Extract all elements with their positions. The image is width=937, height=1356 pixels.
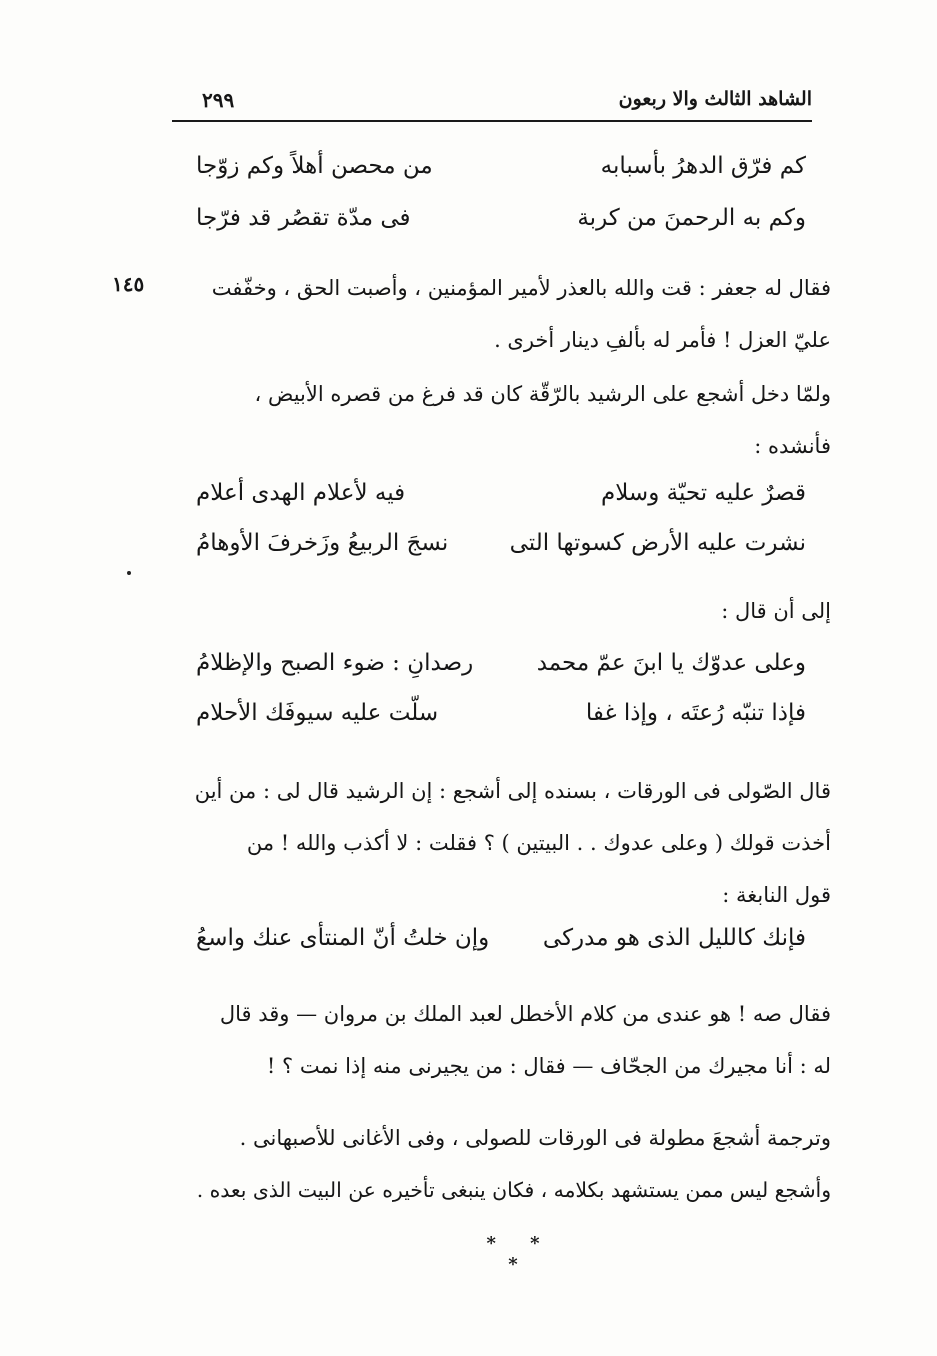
text-line: فقال صه ! هو عندى من كلام الأخطل لعبد الملك بن مروان — وقد قال — [219, 1002, 831, 1026]
margin-verse-number: ١٤٥ — [112, 272, 145, 296]
text-line: قال الصّولى فى الورقات ، بسنده إلى أشجع : إن الرشيد قال لى : من أين — [194, 779, 831, 803]
verse-line — [196, 153, 806, 197]
page-header — [172, 78, 812, 120]
text-line: فأنشده : — [754, 434, 831, 458]
text-line: عليّ العزل ! فأمر له بألفِ دينار أخرى . — [494, 328, 831, 352]
text-line: له : أنا مجيرك من الجحّاف — فقال : من يجيرنى منه إذا نمت ؟ ! — [266, 1054, 831, 1078]
verse-line — [196, 700, 806, 744]
paragraph — [183, 1112, 831, 1216]
text-line: إلى أن قال : — [721, 599, 831, 623]
verse-first-hemistich: فإذا تنبّه رُعتَه ، وإذا غفا — [585, 700, 806, 726]
text-line: قول النابغة : — [722, 883, 831, 907]
paragraph — [183, 262, 831, 366]
verse-second-hemistich: وإن خلتُ أنّ المنتأى عنك واسعُ — [196, 925, 490, 951]
verse-line — [196, 205, 806, 249]
verse-first-hemistich: فإنك كالليل الذى هو مدركى — [542, 925, 806, 951]
verse-first-hemistich: وكم به الرحمنَ من كربة — [577, 205, 806, 231]
text-line: وترجمة أشجعَ مطولة فى الورقات للصولى ، وفى الأغانى للأصبهانى . — [239, 1126, 831, 1150]
header-rule — [172, 120, 812, 122]
text-line: أخذت قولك ( وعلى عدوك . . البيتين ) ؟ فقلت : لا أكذب والله ! من — [246, 831, 831, 855]
verse-second-hemistich: من محصن أهلاً وكم زوّجا — [196, 153, 433, 179]
text-line: فقال له جعفر : قت والله بالعذر لأمير المؤمنين ، وأصبت الحق ، وخفّفت — [211, 276, 831, 300]
verse-first-hemistich: نشرت عليه الأرض كسوتها التى — [509, 530, 806, 556]
paragraph — [183, 368, 831, 472]
paragraph — [183, 765, 831, 921]
verse-line — [196, 650, 806, 694]
verse-second-hemistich: نسجَ الربيعُ وزَخرفَ الأوهامُ — [196, 530, 449, 556]
text-line: وأشجع ليس ممن يستشهد بكلامه ، فكان ينبغى تأخيره عن البيت الذى بعده . — [196, 1178, 831, 1202]
verse-first-hemistich: كم فرّق الدهرُ بأسبابه — [600, 153, 806, 179]
paragraph — [183, 585, 831, 637]
verse-line — [196, 530, 806, 574]
running-head: الشاهد الثالث والا ربعون — [618, 88, 812, 110]
section-separator: * * * — [486, 1233, 554, 1275]
text-line: ولمّا دخل أشجع على الرشيد بالرّقّة كان قد فرغ من قصره الأبيض ، — [254, 382, 831, 406]
verse-second-hemistich: فيه لأعلام الهدى أعلام — [196, 480, 406, 506]
verse-line — [196, 925, 806, 969]
verse-first-hemistich: وعلى عدوّك يا ابنَ عمّ محمد — [536, 650, 806, 676]
page-number: ٢٩٩ — [202, 88, 235, 112]
verse-line — [196, 480, 806, 524]
verse-second-hemistich: رصدانِ : ضوء الصبح والإظلامُ — [196, 650, 474, 676]
verse-first-hemistich: قصرٌ عليه تحيّة وسلام — [600, 480, 806, 506]
verse-second-hemistich: سلّت عليه سيوفَك الأحلام — [196, 700, 439, 726]
verse-second-hemistich: فى مدّة تقصُر قد فرّجا — [196, 205, 411, 231]
stray-ink-dot — [127, 571, 131, 575]
paragraph — [183, 988, 831, 1092]
